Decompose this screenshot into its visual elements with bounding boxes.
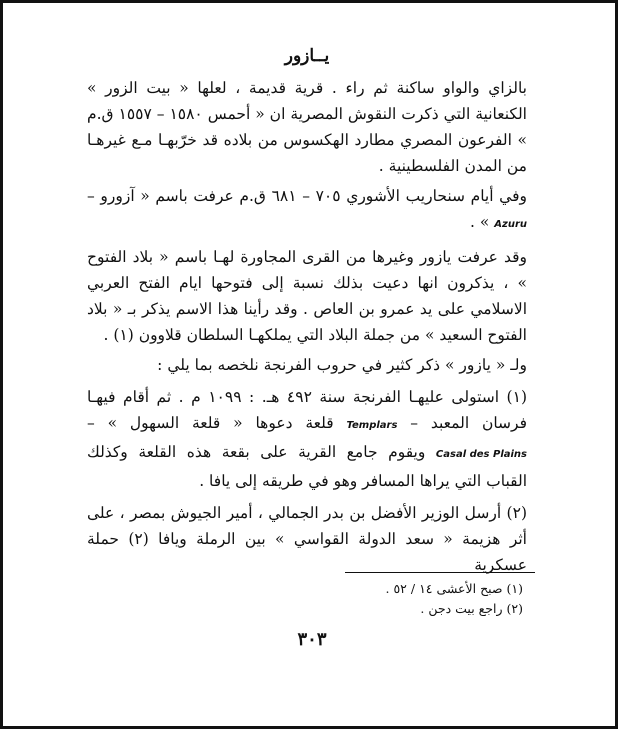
paragraph-5 xyxy=(87,384,527,494)
paragraph-text: (١) استولى عليهـا الفرنجة سنة ٤٩٢ هـ. : ١٠٩٩ م . ثم أقام فيهـا فرسان المعبد – xyxy=(87,388,527,432)
paragraph-text-mid: قلعة دعوها « قلعة السهول » – xyxy=(87,414,347,432)
footnote-1: (١) صبح الأعشى ١٤ / ٥٢ . xyxy=(385,581,523,596)
latin-term-2: Casal des Plains xyxy=(435,449,527,460)
paragraph-text-end: » . xyxy=(470,213,495,231)
paragraph-text: (٢) أرسل الوزير الأفضل بن بدر الجمالي ، أمير الجيوش بمصر ، على أثر هزيمة « سعد الدولة القواسي » بين الرملة ويافا (٢) حملة عسكرية xyxy=(87,504,527,574)
paragraph-text: ولـ « يازور » ذكر كثير في حروب الفرنجة نلخصه بما يلي : xyxy=(157,356,527,374)
paragraph-2 xyxy=(87,183,527,238)
paragraph-text-end: ويقوم جامع القرية على بقعة هذه القلعة وكذلك القباب التي يراها المسافر وهو في طريقه إلى يافا . xyxy=(87,443,527,490)
paragraph-4 xyxy=(87,352,527,378)
paragraph-1 xyxy=(87,75,527,179)
footnotes xyxy=(153,579,523,619)
paragraph-text: بالزاي والواو ساكنة ثم راء . قرية قديمة ، لعلها « بيت الزور » الكنعانية التي ذكرت النقوش المصرية ان « أحمس ١٥٨٠ – ١٥٥٧ ق.م » الفرعون المصري مطارد الهكسوس من بلاده قد خرّبهـا مـع غيرهـا من المدن الفلسطينية . xyxy=(87,79,527,175)
latin-term: Templars xyxy=(346,420,398,431)
paragraph-3 xyxy=(87,244,527,348)
paragraph-6 xyxy=(87,500,527,578)
latin-term: Azuru xyxy=(494,219,527,230)
page-title: يــازور xyxy=(284,46,330,66)
paragraph-text: وقد عرفت يازور وغيرها من القرى المجاورة لهـا باسم « بلاد الفتوح » ، يذكرون انها دعيت بذلك نسبة إلى فتوحها ايام الفتح العربي الاسلامي على يد عمرو بن العاص . وقد رأينا هذا الاسم يذكر بـ « بلاد الفتوح السعيد » من جملة البلاد التي يملكهـا السلطان قلاوون (١) . xyxy=(87,248,527,344)
page-number: ٣٠٣ xyxy=(297,629,327,650)
footnote-2: (٢) راجع بيت دجن . xyxy=(420,601,523,616)
paragraph-text: وفي أيام سنحاريب الأشوري ٧٠٥ – ٦٨١ ق.م عرفت باسم « آزورو – xyxy=(87,187,527,205)
footnote-divider xyxy=(345,572,535,573)
page-body xyxy=(87,43,527,582)
